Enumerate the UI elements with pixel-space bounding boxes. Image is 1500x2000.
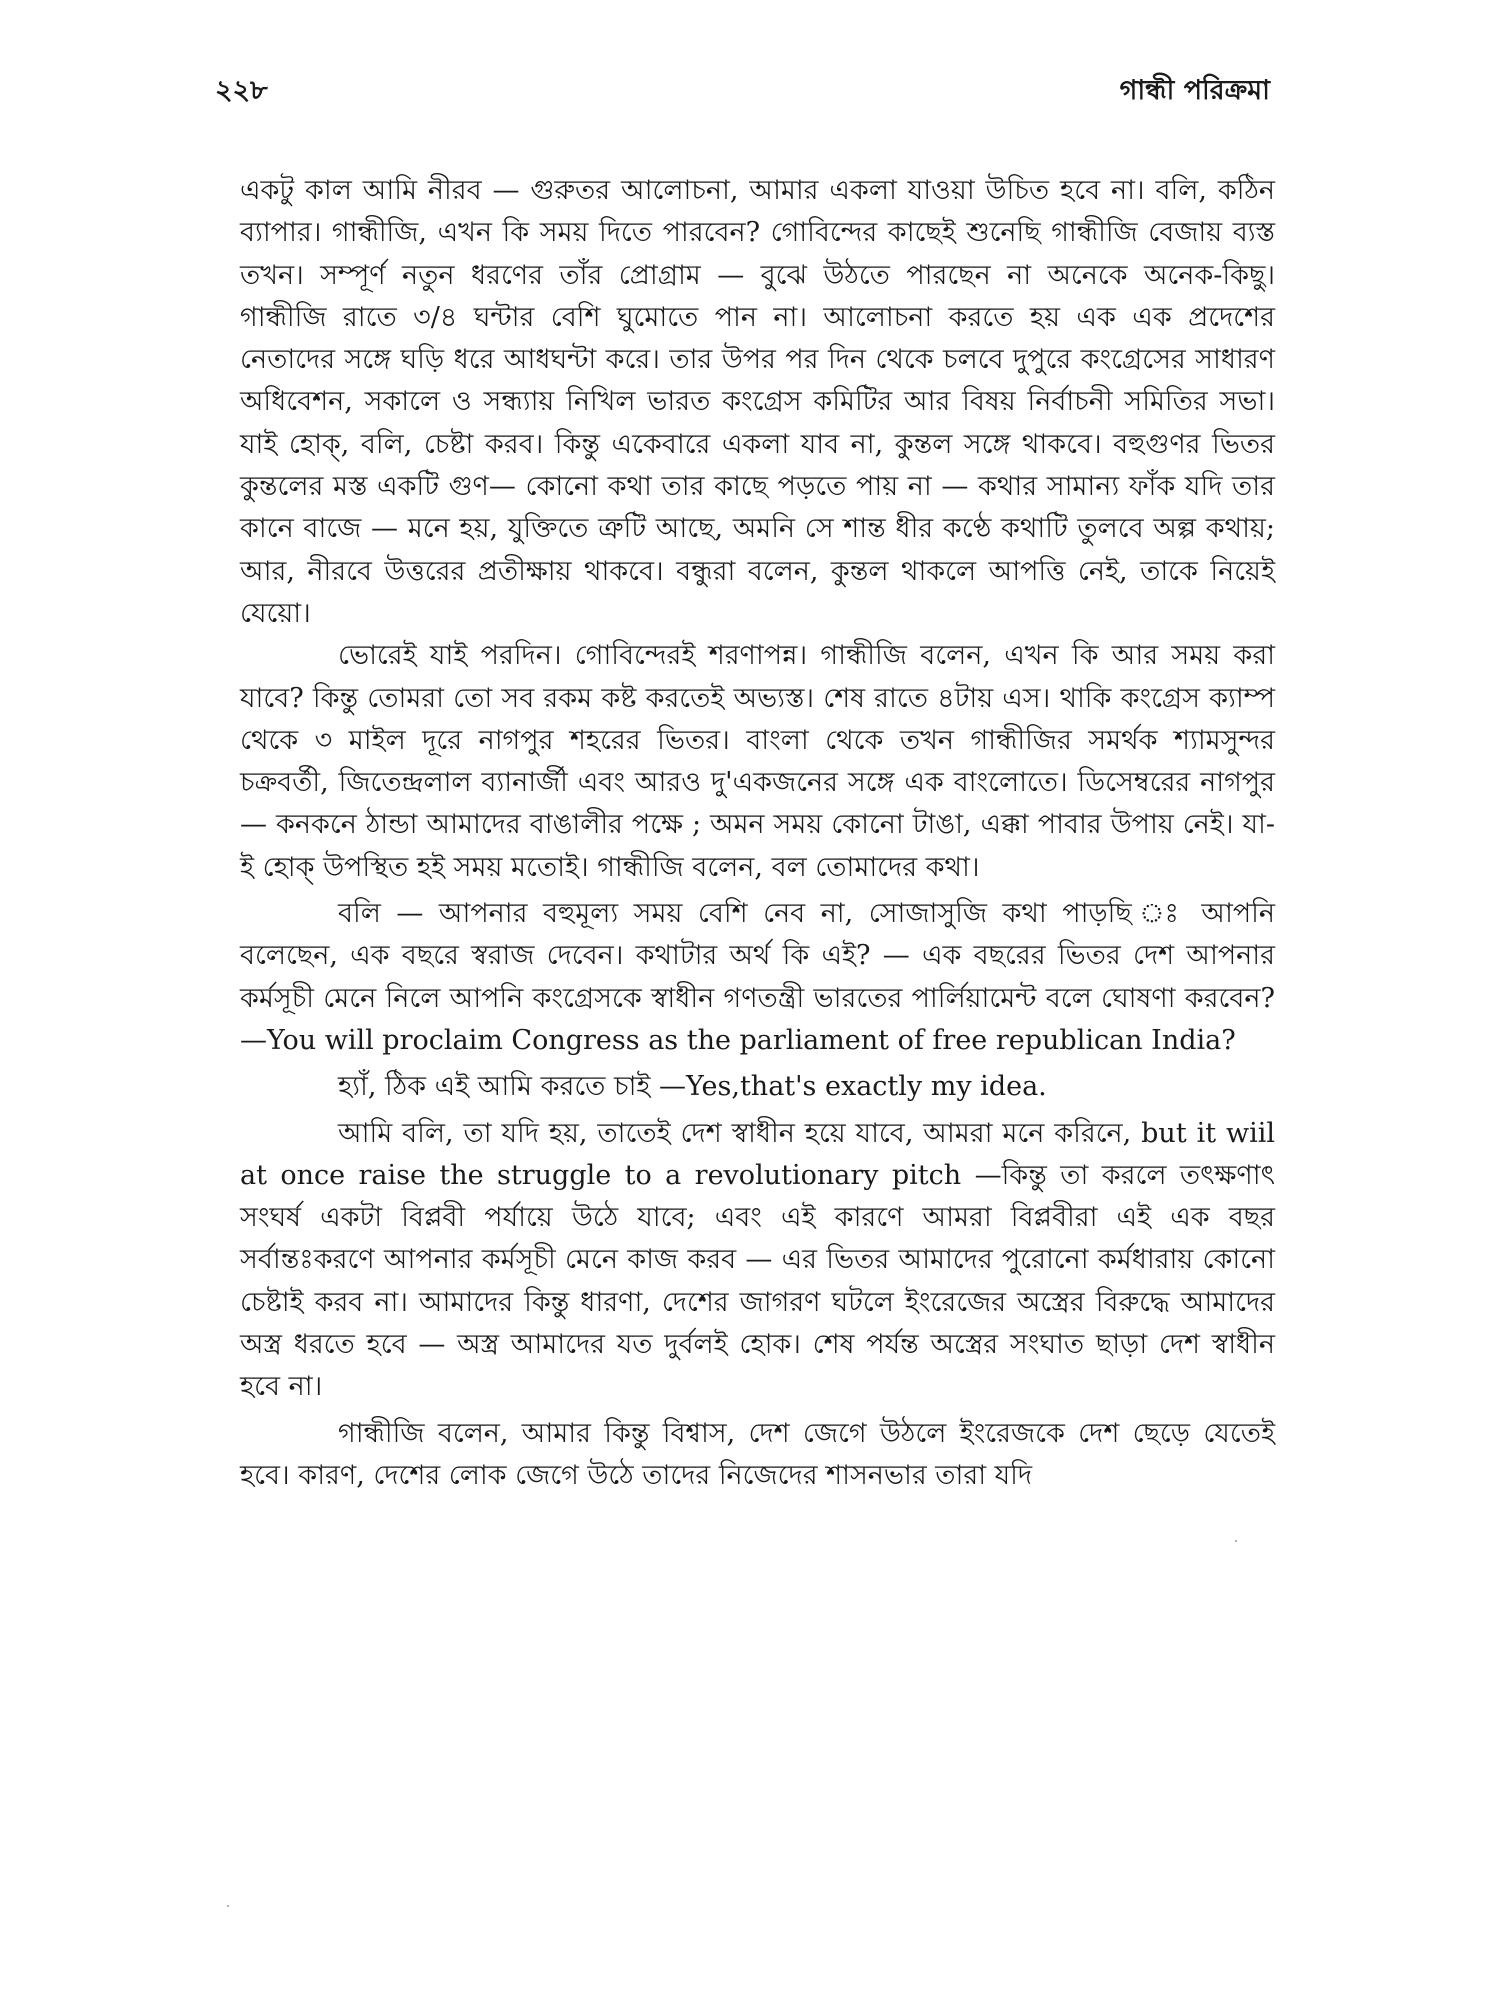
paragraph-4: হ্যাঁ, ঠিক এই আমি করতে চাই —Yes,that's exactly my idea. <box>338 1071 1047 1103</box>
page-header <box>215 70 1270 115</box>
paragraph-5: আমি বলি, তা যদি হয়, তাতেই দেশ স্বাধীন হয়ে যাবে, আমরা মনে করিনে, but it wiil at once raise the struggle to a revolutionary pitch —কিন্তু তা করলে তৎক্ষণাৎ সংঘর্ষ একটা বিপ্লবী পর্যায়ে উঠে যাবে; এবং এই কারণে আমরা বিপ্লবীরা এই এক বছর সর্বান্তঃকরণে আপনার কর্মসূচী মেনে কাজ করব — এর ভিতর আমাদের পুরোনো কর্মধারায় কোনো চেষ্টাই করব না। আমাদের কিন্তু ধারণা, দেশের জাগরণ ঘটলে ইংরেজের অস্ত্রের বিরুদ্ধে আমাদের অস্ত্র ধরতে হবে — অস্ত্র আমাদের যত দুর্বলই হোক। শেষ পর্যন্ত অস্ত্রের সংঘাত ছাড়া দেশ স্বাধীন হবে না। <box>240 1117 1275 1403</box>
page-number: ২২৮ <box>215 75 268 106</box>
paragraph-1: একটু কাল আমি নীরব — গুরুতর আলোচনা, আমার একলা যাওয়া উচিত হবে না। বলি, কঠিন ব্যাপার। গান্ধীজি, এখন কি সময় দিতে পারবেন? গোবিন্দের কাছেই শুনেছি গান্ধীজি বেজায় ব্যস্ত তখন। সম্পূর্ণ নতুন ধরণের তাঁর প্রোগ্রাম — বুঝে উঠতে পারছেন না অনেকে অনেক-কিছু। গান্ধীজি রাতে ৩/৪ ঘন্টার বেশি ঘুমোতে পান না। আলোচনা করতে হয় এক এক প্রদেশের নেতাদের সঙ্গে ঘড়ি ধরে আধঘন্টা করে। তার উপর পর দিন থেকে চলবে দুপুরে কংগ্রেসের সাধারণ অধিবেশন, সকালে ও সন্ধ্যায় নিখিল ভারত কংগ্রেস কমিটির আর বিষয় নির্বাচনী সমিতির সভা। যাই হোক্, বলি, চেষ্টা করব। কিন্তু একেবারে একলা যাব না, কুন্তল সঙ্গে থাকবে। বহুগুণর ভিতর কুন্তলের মস্ত একটি গুণ— কোনো কথা তার কাছে পড়তে পায় না — কথার সামান্য ফাঁক যদি তার কানে বাজে — মনে হয়, যুক্তিতে ত্রুটি আছে, অমনি সে শান্ত ধীর কণ্ঠে কথাটি তুলবে অল্প কথায়; আর, নীরবে উত্তরের প্রতীক্ষায় থাকবে। বন্ধুরা বলেন, কুন্তল থাকলে আপত্তি নেই, তাকে নিয়েই যেয়ো। <box>240 175 1275 629</box>
paragraph-6: গান্ধীজি বলেন, আমার কিন্তু বিশ্বাস, দেশ জেগে উঠলে ইংরেজকে দেশ ছেড়ে যেতেই হবে। কারণ, দেশের লোক জেগে উঠে তাদের নিজেদের শাসনভার তারা যদি <box>240 1417 1275 1491</box>
speck <box>227 1905 229 1907</box>
body-text <box>240 170 1275 1497</box>
running-title: গান্ধী পরিক্রমা <box>1119 75 1270 106</box>
paragraph-3: বলি — আপনার বহুমূল্য সময় বেশি নেব না, সোজাসুজি কথা পাড়ছি ঃ আপনি বলেছেন, এক বছরে স্বরাজ দেবেন। কথাটার অর্থ কি এই? — এক বছরের ভিতর দেশ আপনার কর্মসূচী মেনে নিলে আপনি কংগ্রেসকে স্বাধীন গণতন্ত্রী ভারতের পার্লিয়ামেন্ট বলে ঘোষণা করবেন? —You will proclaim Congress as the parliament of free republican India? <box>240 898 1275 1056</box>
paragraph-2: ভোরেই যাই পরদিন। গোবিন্দেরই শরণাপন্ন। গান্ধীজি বলেন, এখন কি আর সময় করা যাবে? কিন্তু তোমরা তো সব রকম কষ্ট করতেই অভ্যস্ত। শেষ রাতে ৪টায় এস। থাকি কংগ্রেস ক্যাম্প থেকে ৩ মাইল দূরে নাগপুর শহরের ভিতর। বাংলা থেকে তখন গান্ধীজির সমর্থক শ্যামসুন্দর চক্রবর্তী, জিতেন্দ্রলাল ব্যানার্জী এবং আরও দু'একজনের সঙ্গে এক বাংলোতে। ডিসেম্বরের নাগপুর — কনকনে ঠান্ডা আমাদের বাঙালীর পক্ষে ; অমন সময় কোনো টাঙা, এক্কা পাবার উপায় নেই। যা-ই হোক্ উপস্থিত হই সময় মতোই। গান্ধীজি বলেন, বল তোমাদের কথা। <box>240 640 1275 883</box>
speck <box>1235 1540 1237 1542</box>
